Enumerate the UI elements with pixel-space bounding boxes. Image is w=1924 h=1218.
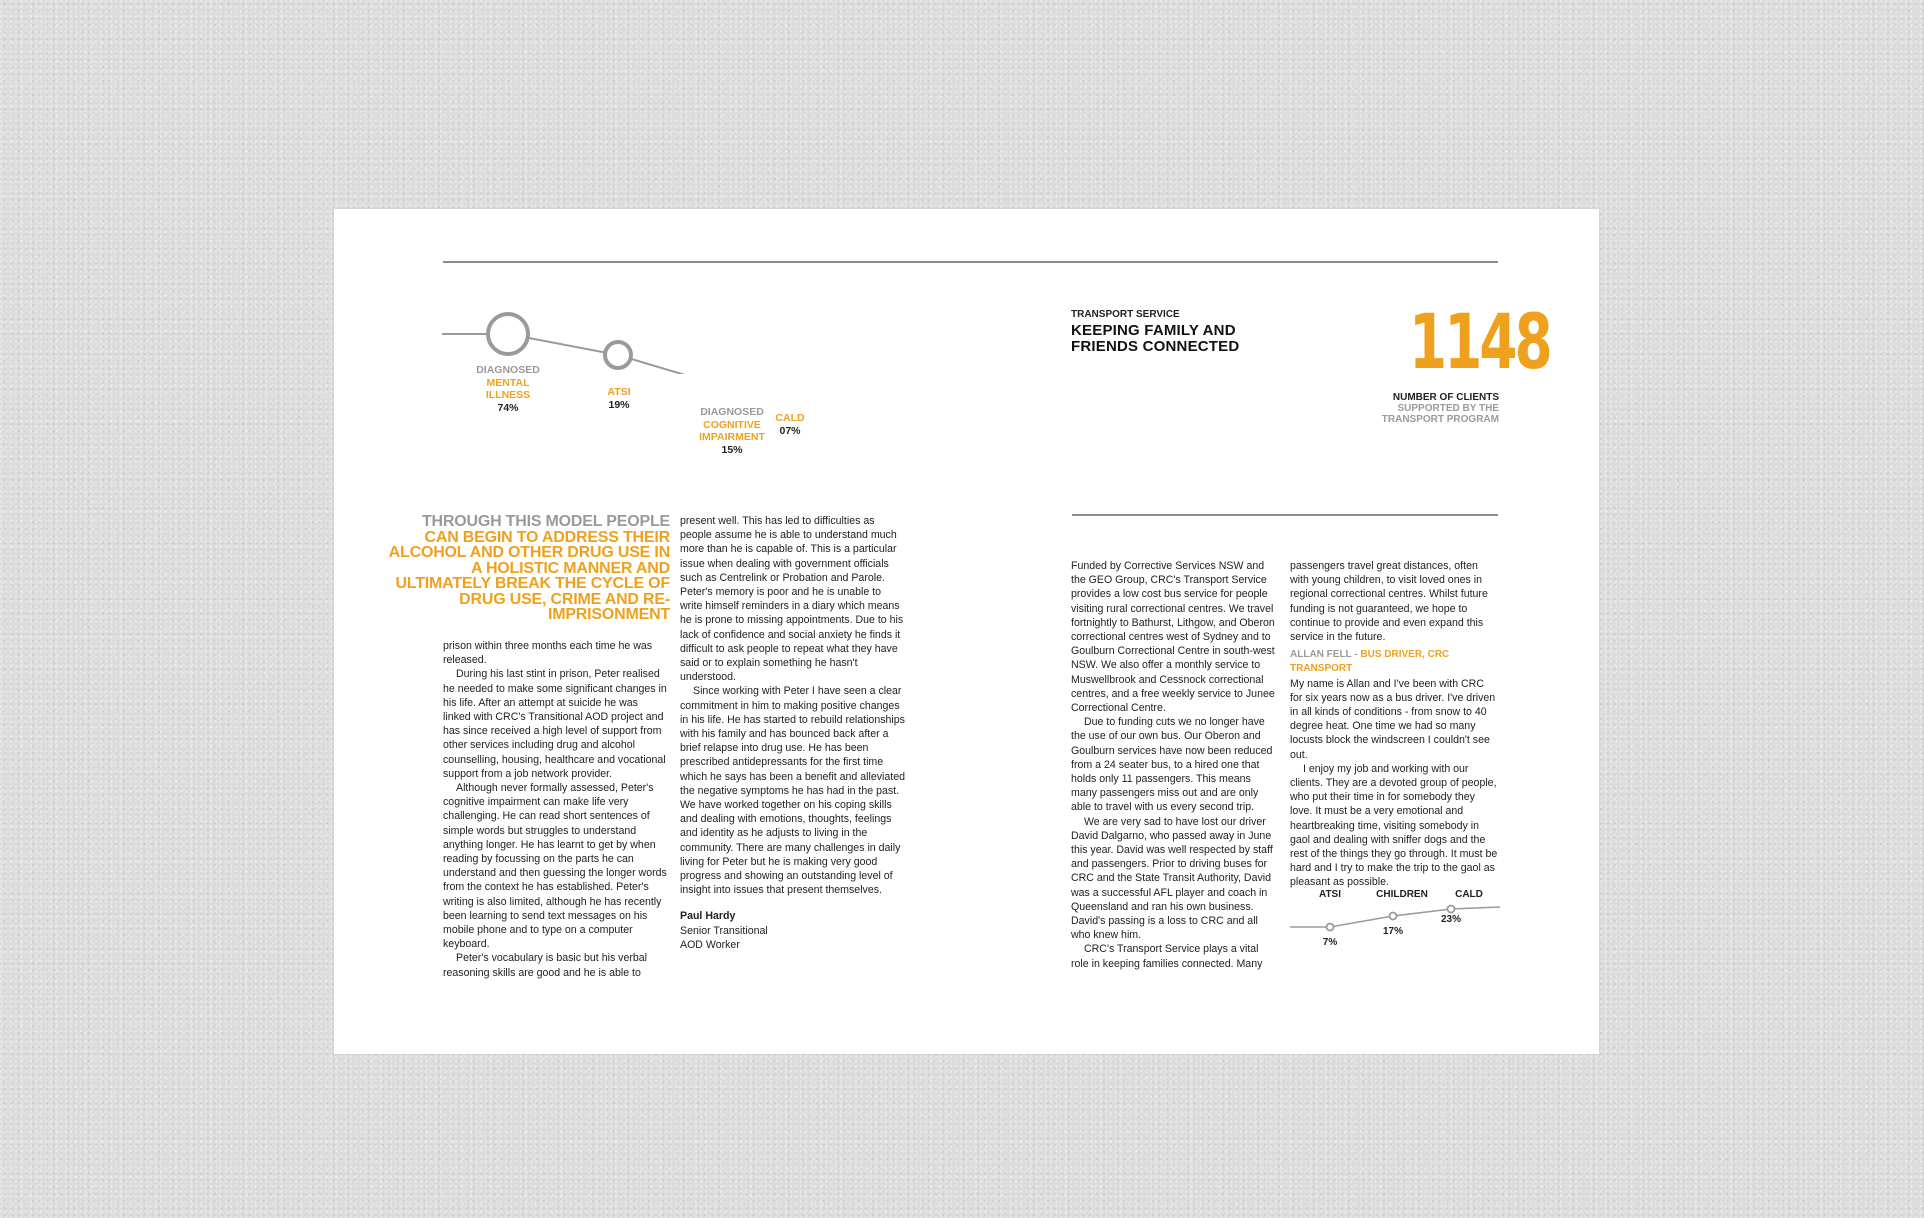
chart-value-children: 17%: [1382, 926, 1403, 937]
stat-atsi: [579, 386, 659, 411]
marker-mental-illness: [488, 314, 528, 354]
section-eyebrow: TRANSPORT SERVICE: [1071, 309, 1180, 320]
stat-mental-illness: [458, 364, 558, 414]
quote-heading: [1290, 648, 1499, 676]
stat-cald: [750, 412, 830, 437]
stat-value: 15%: [721, 443, 743, 456]
marker-children: [1390, 913, 1397, 920]
pull-quote-grey: THROUGH THIS MODEL PEOPLE: [421, 513, 670, 530]
section-title: [1071, 323, 1239, 355]
chart-label-children: CHILDREN: [1376, 889, 1428, 900]
caption-line: TRANSPORT PROGRAM: [1381, 414, 1499, 425]
paragraph: prison within three months each time he was released.: [443, 640, 653, 667]
signature-title: AOD Worker: [680, 938, 740, 951]
stat-label-orange: MENTAL ILLNESS: [485, 376, 531, 401]
big-number: 1148: [1409, 297, 1550, 386]
brochure-spread: [334, 209, 1599, 1054]
paragraph: We are very sad to have lost our driver David Dalgarno, who passed away in June this year. David was well respected by staff and passengers. Prior to driving buses for CRC and the State Transit Authority, David was a successful AFL player and coach in Queensland and ran his own business. David's passing is a loss to CRC and all who knew him.: [1071, 815, 1273, 942]
right-column-1: [1071, 559, 1278, 971]
paragraph: Since working with Peter I have seen a clear commitment in him to making positive changes in his life. He has started to rebuild relationships with his family and has bounced back after a brief relapse into drug use. He has been prescribed antidepressants for the first time which he says has been a benefit and alleviated the negative symptoms he has had in the past. We have worked together on his coping skills and dealing with emotions, thoughts, feelings and identity as he adjusts to living in the community. There are many challenges in daily living for Peter but he is making very good progress and showing an outstanding level of insight into issues that present themselves.: [680, 685, 905, 897]
right-mid-rule: [1072, 514, 1498, 516]
left-column-1: [443, 639, 668, 980]
chart-label-cald: CALD: [1455, 889, 1483, 900]
chart-value-atsi: 7%: [1322, 937, 1338, 948]
big-number-caption: [1344, 392, 1499, 425]
stat-label-grey: DIAGNOSED: [476, 364, 540, 376]
stat-value: 19%: [608, 398, 630, 411]
section-title-line: FRIENDS CONNECTED: [1071, 338, 1240, 355]
stat-value: 07%: [779, 424, 801, 437]
paragraph: CRC's Transport Service plays a vital role in keeping families connected. Many: [1071, 943, 1263, 970]
top-rule: [443, 261, 1498, 263]
paragraph: My name is Allan and I've been with CRC for six years now as a bus driver. I've driven in all kinds of conditions - from snow to 40 degree heat. One time we had so many locusts block the windscreen I couldn't see out.: [1290, 677, 1496, 761]
paragraph: passengers travel great distances, often with young children, to visit loved ones in regional correctional centres. Whilst future funding is not guaranteed, we hope to continue to provide and even expand this service in the future.: [1290, 560, 1488, 644]
paragraph: Due to funding cuts we no longer have the use of our own bus. Our Oberon and Goulburn services have now been reduced from a 24 seater bus, to a hired one that holds only 11 passengers. This means many passengers miss out and are only able to travel with us every second trip.: [1071, 716, 1273, 814]
paragraph: Peter's vocabulary is basic but his verbal reasoning skills are good and he is able to: [443, 952, 648, 979]
caption-line: NUMBER OF CLIENTS: [1392, 392, 1499, 403]
signature-title: Senior Transitional: [680, 924, 768, 937]
stat-label-orange: CALD: [775, 412, 805, 424]
caption-line: SUPPORTED BY THE: [1397, 403, 1499, 414]
chart-value-cald: 23%: [1440, 914, 1461, 925]
marker-atsi: [605, 342, 631, 368]
signature-name: Paul Hardy: [680, 910, 736, 923]
stat-label-grey: DIAGNOSED: [700, 406, 764, 418]
chart-label-atsi: ATSI: [1318, 889, 1342, 900]
signature: [680, 909, 906, 952]
marker-cald: [1448, 906, 1455, 913]
stat-label-orange: COGNITIVE IMPAIRMENT: [699, 418, 765, 443]
section-title-line: KEEPING FAMILY AND: [1071, 322, 1236, 339]
paragraph: present well. This has led to difficulties as people assume he is able to understand much more than he is capable of. This is a particular issue when dealing with government officials such as Centrelink or Probation and Parole. Peter's memory is poor and he is unable to write himself reminders in a diary which means he is prone to missing appointments. Due to his lack of confidence and social anxiety he finds it difficult to ask people to repeat what they have said or to explain something he hasn't understood.: [680, 515, 904, 684]
quote-heading-role: BUS DRIVER, CRC TRANSPORT: [1290, 649, 1450, 675]
right-column-2: [1290, 559, 1499, 890]
stat-value: 74%: [497, 401, 519, 414]
paragraph: I enjoy my job and working with our clients. They are a devoted group of people, who put their time in for somebody they love. It must be a very emotional and heartbreaking time, visiting somebody in gaol and dealing with sniffer dogs and the rest of the things they go through. It must be hard and I try to make the trip to the gaol as pleasant as possible.: [1290, 762, 1498, 889]
stat-label-orange: ATSI: [607, 386, 631, 398]
pull-quote: [384, 514, 670, 623]
paragraph: Although never formally assessed, Peter's cognitive impairment can make life very challenging. He can read short sentences of simple words but struggles to understand anything longer. He has learnt to get by when reading by focussing on the parts he can understand and then guessing the longer words from the context he has established. Peter's writing is also limited, although he has recently been learning to send text messages on his mobile phone and to type on a computer keyboard.: [443, 782, 667, 951]
marker-atsi: [1327, 924, 1334, 931]
left-column-2: [680, 514, 906, 952]
paragraph: Funded by Corrective Services NSW and the GEO Group, CRC's Transport Service provides a low cost bus service for people visiting rural correctional centres. We travel fortnightly to Bathurst, Lithgow, and Oberon correctional centres west of Sydney and to Goulburn Correctional Centre in south-west NSW. We also offer a monthly service to Muswellbrook and Cessnock correctional centres, and a free weekly service to Junee Correctional Centre.: [1071, 560, 1275, 715]
quote-heading-name: ALLAN FELL -: [1290, 649, 1361, 661]
paragraph: During his last stint in prison, Peter realised he needed to make some significant changes in his life. After an attempt at suicide he was linked with CRC's Transitional AOD project and has since received a high level of support from other services including drug and alcohol counselling, housing, healthcare and vocational support from a job network provider.: [443, 668, 667, 780]
pull-quote-orange: CAN BEGIN TO ADDRESS THEIR ALCOHOL AND OTHER DRUG USE IN A HOLISTIC MANNER AND ULTIMATELY BREAK THE CYCLE OF DRUG USE, CRIME AND RE-IMPRISONMENT: [388, 528, 670, 623]
